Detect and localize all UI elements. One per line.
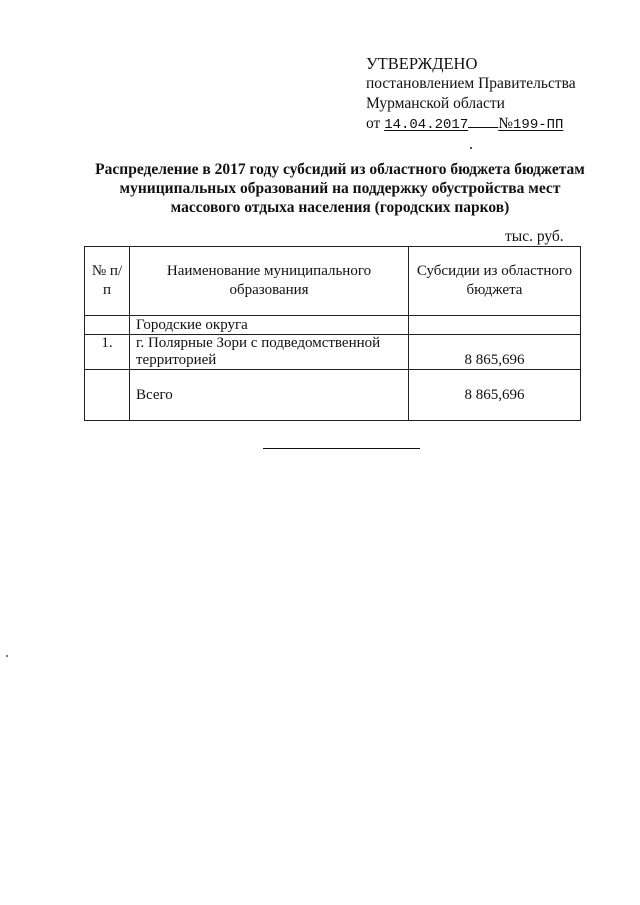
table-row [85, 335, 581, 370]
approval-block [366, 54, 576, 135]
scan-dot [470, 147, 472, 149]
total-label: Всего [130, 370, 409, 421]
approval-number-label: № [498, 115, 514, 132]
header-name: Наименование муниципального образования [130, 247, 409, 316]
header-num: № п/п [85, 247, 130, 316]
group-num-cell [85, 316, 130, 335]
row-name: г. Полярные Зори с подведомственной территорией [130, 335, 409, 370]
table-group-row [85, 316, 581, 335]
approval-line-1: постановлением Правительства [366, 75, 576, 92]
scan-mark [6, 655, 8, 657]
approval-number: 199-ПП [513, 117, 564, 133]
unit-label [505, 228, 564, 246]
approval-heading: УТВЕРЖДЕНО [366, 54, 478, 73]
date-underline [468, 115, 498, 128]
header-amount: Субсидии из областного бюджета [409, 247, 581, 316]
total-num-cell [85, 370, 130, 421]
document-title: Распределение в 2017 году субсидий из областного бюджета бюджетам муниципальных образований на поддержку обустройства мест массового отдыха населения (городских парков) [95, 161, 585, 216]
approval-line-2: Мурманской области [366, 95, 505, 112]
table-header-row [85, 247, 581, 316]
end-rule [263, 448, 420, 449]
group-label: Городские округа [130, 316, 409, 335]
total-amount: 8 865,696 [409, 370, 581, 421]
approval-date: 14.04.2017 [384, 117, 469, 133]
approval-date-line [366, 114, 576, 135]
row-amount: 8 865,696 [409, 335, 581, 370]
unit-text: тыс. руб. [505, 228, 564, 245]
group-amount-cell [409, 316, 581, 335]
row-num: 1. [85, 335, 130, 370]
subsidy-table [84, 246, 581, 421]
approval-from-label: от [366, 115, 381, 132]
table-total-row [85, 370, 581, 421]
